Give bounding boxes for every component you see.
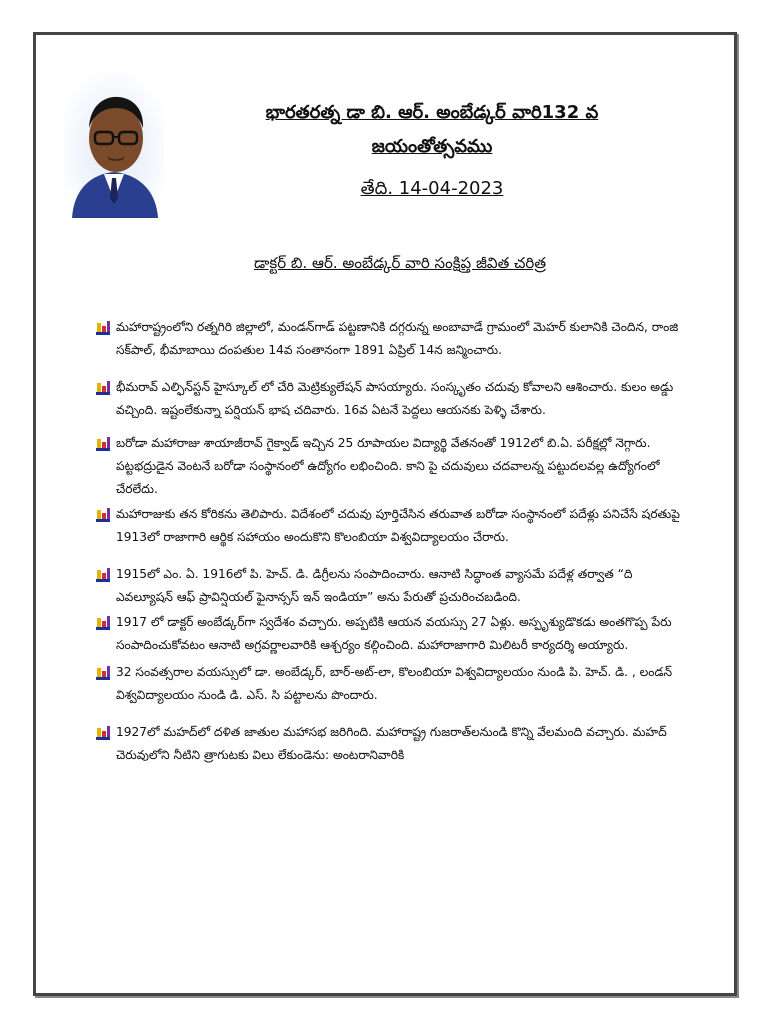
- title-line-1: భారతరత్న డా బి. ఆర్. అంబేడ్కర్ వారి132 వ: [265, 102, 599, 123]
- list-item-text: 32 సంవత్సరాల వయస్సులో డా. అంబేడ్కర్, బార్-అట్-లా, కొలంబియా విశ్వవిద్యాలయం నుండి పి. హెచ్. డి. , లండన్ విశ్వవిద్యాలయం నుండి డి. ఎస్. సి పట్టాలను పొందారు.: [116, 665, 673, 702]
- title-line-2: జయంతోత్సవము: [371, 136, 493, 157]
- bullet-icon: [96, 321, 110, 335]
- list-item: [96, 503, 688, 549]
- list-item: [96, 611, 688, 657]
- list-item-text: మహారాజుకు తన కోరికను తెలిపారు. విదేశంలో చదువు పూర్తిచేసిన తరువాత బరోడా సంస్థానంలో పదేళ్లు పనిచేసే షరతుపై 1913లో రాజాగారి ఆర్థిక సహాయం అందుకొని కొలంబియా విశ్వవిద్యాలయం చేరారు.: [116, 507, 680, 544]
- list-item-text: భీమరావ్ ఎల్ఫిన్‌స్టన్ హైస్కూల్ లో చేరి మెట్రిక్యులేషన్ పాసయ్యారు. సంస్కృతం చదువు కోవాలని ఆశించారు. కులం అడ్డు వచ్చింది. ఇష్టంలేకున్నా పర్షియన్ భాష చదివారు. 16వ ఏటనే పెద్దలు ఆయనకు పెళ్ళి చేశారు.: [116, 380, 674, 417]
- bullet-icon: [96, 568, 110, 582]
- list-item-text: మహారాష్ట్రంలోని రత్నగిరి జిల్లాలో, మండన్‌గాడ్ పట్టణానికి దగ్గరున్న అంబావాడే గ్రామంలో మెహర్ కులానికి చెందిన, రాంజి సక్‌పాల్, భీమాబాయి దంపతుల 14వ సంతానంగా 1891 ఏప్రిల్ 14న జన్మించారు.: [116, 320, 679, 357]
- bullet-icon: [96, 666, 110, 680]
- bullet-icon: [96, 508, 110, 522]
- subtitle: డాక్టర్ బి. ఆర్. అంబేడ్కర్ వారి సంక్షిప్త జీవిత చరిత్ర: [253, 254, 546, 272]
- bullet-icon: [96, 616, 110, 630]
- list-item-text: 1917 లో డాక్టర్ అంబేడ్కర్‌గా స్వదేశం వచ్చారు. అప్పటికి ఆయన వయస్సు 27 ఏళ్లు. అస్పృశ్యుడొకడు అంతగొప్ప పేరు సంపాదించుకోవటం ఆనాటి అగ్రవర్ణాలవారికి ఆశ్చర్యం కల్గించింది. మహారాజాగారి మిలిటరీ కార్యదర్శి అయ్యారు.: [116, 615, 672, 652]
- list-item: [96, 432, 688, 501]
- list-item-text: బరోడా మహారాజు శాయాజీరావ్ గైక్వాడ్ ఇచ్చిన 25 రూపాయల విద్యార్థి వేతనంతో 1912లో బి.ఏ. పరీక్షల్లో నెగ్గారు. పట్టభద్రుడైన వెంటనే బరోడా సంస్థానంలో ఉద్యోగం లభించింది. కాని పై చదువులు చదవాలన్న పట్టుదలవల్ల ఉద్యోగంలో చేరలేదు.: [116, 436, 660, 496]
- title-block: [222, 96, 642, 203]
- list-item: [96, 563, 688, 609]
- portrait-image: [64, 70, 164, 218]
- list-item: [96, 661, 688, 707]
- list-item: [96, 376, 688, 422]
- bullet-icon: [96, 437, 110, 451]
- bullet-icon: [96, 381, 110, 395]
- list-item-text: 1915లో ఎం. ఏ. 1916లో పి. హెచ్. డి. డిగ్రీలను సంపాదించారు. ఆనాటి సిద్ధాంత వ్యాసమే పదేళ్ల తర్వాత “ది ఎవల్యూషన్ ఆఫ్ ప్రావిన్షియల్ ఫైనాన్సస్ ఇన్ ఇండియా” అను పేరుతో ప్రచురించబడింది.: [116, 567, 633, 604]
- bullet-icon: [96, 726, 110, 740]
- biography-list: [96, 316, 688, 767]
- list-item: [96, 316, 688, 362]
- list-item: [96, 721, 688, 767]
- date-line: తేది. 14-04-2023: [360, 178, 504, 199]
- list-item-text: 1927లో మహద్‌లో దళిత జాతుల మహాసభ జరిగింది. మహారాష్ట్ర గుజరాత్‌లనుండి కొన్ని వేలమంది వచ్చారు. మహద్ చెరువులోని నీటిని త్రాగుటకు విలు లేకుండెను: అంటరానివారికి: [116, 725, 667, 762]
